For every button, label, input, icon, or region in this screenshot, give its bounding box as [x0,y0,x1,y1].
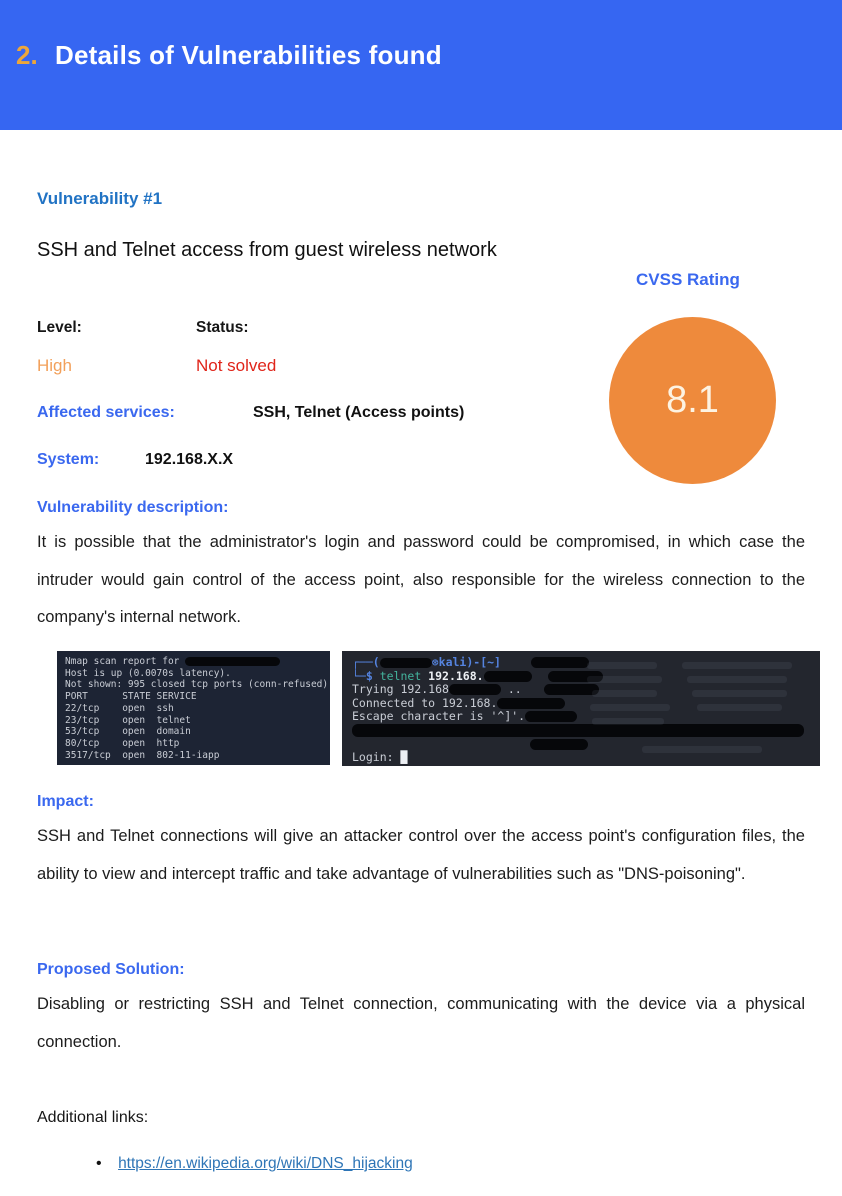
cvss-score-value: 8.1 [666,379,719,421]
level-value: High [37,356,72,375]
section-title: Details of Vulnerabilities found [55,40,442,70]
solution-paragraph: Disabling or restricting SSH and Telnet connection, communicating with the device via a physical connection. [37,995,805,1051]
proposed-solution-label: Proposed Solution: [37,961,185,978]
impact-paragraph: SSH and Telnet connections will give an attacker control over the access point's configuration files, the ability to view and intercept traffic and take advantage of vulnerabilities such as "DNS-poisoning". [37,827,805,883]
cvss-rating-label: CVSS Rating [636,270,740,289]
ghost-text [697,704,782,711]
ghost-text [682,662,792,669]
cvss-score-badge [609,317,776,484]
ghost-text [590,704,670,711]
description-paragraph: It is possible that the administrator's login and password could be compromised, in which case the intruder would gain control of the access point, also responsible for the wireless connection to the company's internal network. [37,533,805,626]
status-value: Not solved [196,356,277,375]
vulnerability-label: Vulnerability #1 [37,189,163,208]
system-value: 192.168.X.X [145,451,234,468]
affected-services-label: Affected services: [37,404,175,421]
ghost-text [592,690,657,697]
ghost-text [687,676,787,683]
bullet-icon: • [96,1155,102,1172]
nmap-scan-screenshot: Nmap scan report for Host is up (0.0070s latency). Not shown: 995 closed tcp ports (conn-refused) PORT STATE SERVICE 22/tcp open ssh 23/tcp open telnet 53/tcp open domain 80/tcp open http 3517/tcp open 802-11-iapp [57,651,330,765]
ghost-text [642,746,762,753]
ghost-text [592,718,664,725]
ghost-text [692,690,787,697]
ghost-text [587,662,657,669]
telnet-session-screenshot: ┌──( ⊛kali)-[~] └─$ telnet 192.168. Trying 192.168 .. Connected to 192.168. Escape character is '^]'. Login: █ [342,651,820,766]
section-header-band [0,0,842,130]
ghost-text [587,676,662,683]
impact-label: Impact: [37,793,94,810]
affected-services-value: SSH, Telnet (Access points) [253,404,465,421]
system-label: System: [37,451,100,468]
level-label: Level: [37,319,82,336]
description-label: Vulnerability description: [37,499,229,516]
wikipedia-dns-hijacking-link[interactable]: https://en.wikipedia.org/wiki/DNS_hijacking [118,1155,413,1172]
link-list-item [96,1155,413,1173]
additional-links-label: Additional links: [37,1109,149,1126]
vulnerability-title: SSH and Telnet access from guest wireless network [37,239,497,261]
status-label: Status: [196,319,249,336]
section-number: 2. [16,40,38,70]
